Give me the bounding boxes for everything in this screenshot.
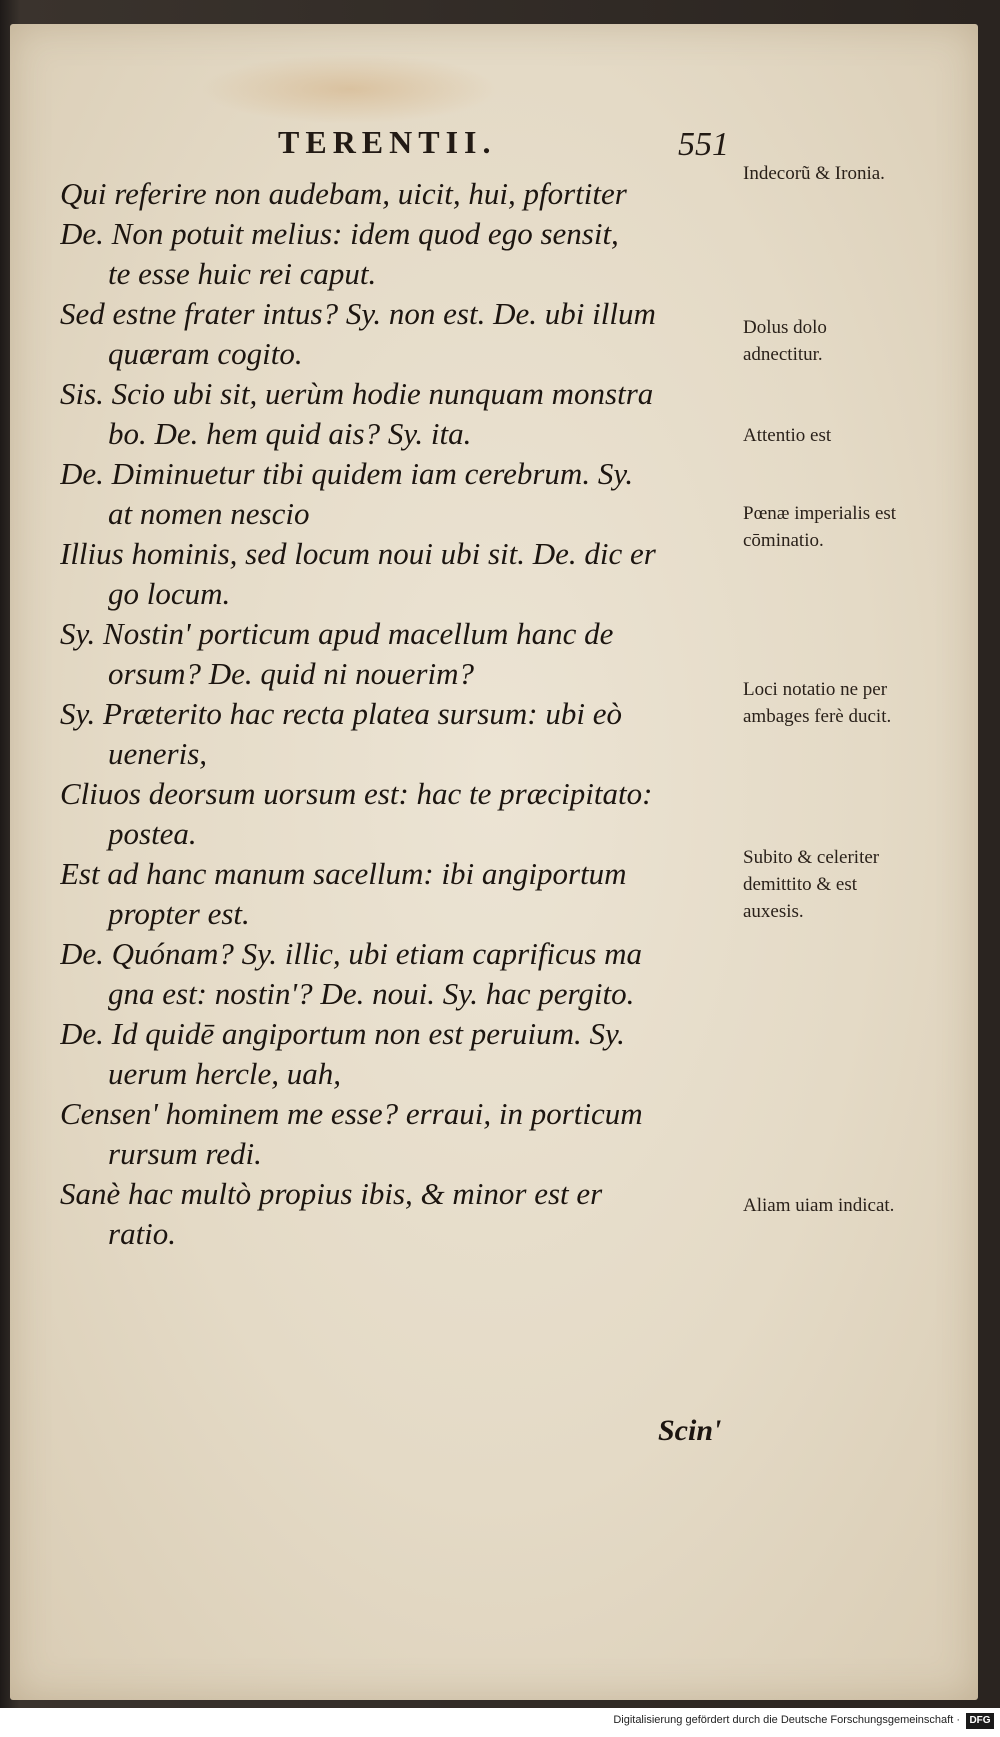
text-line: Qui referire non audebam, uicit, hui, pfortiter [60,176,627,211]
text-line: te esse huic rei caput. [108,256,377,291]
text-line: Sy. Præterito hac recta platea sursum: ubi eò [60,696,622,731]
text-line: De. Id quidē angiportum non est peruium. Sy. [60,1016,625,1051]
text-line: Sanè hac multò propius ibis, & minor est er [60,1176,603,1211]
text-line: uerum hercle, uah, [108,1056,342,1091]
catchword: Scin' [658,1414,722,1447]
text-line: Est ad hanc manum sacellum: ibi angiportum [60,856,627,891]
margin-note: Dolus dolo adnectitur. [743,317,827,365]
body-text [60,174,740,1254]
margin-note: Aliam uiam indicat. [743,1195,895,1216]
running-head: TERENTII. [278,124,497,160]
text-line: gna est: nostin'? De. noui. Sy. hac pergito. [108,976,635,1011]
margin-note: Indecorũ & Ironia. [743,163,885,184]
text-line: Sis. Scio ubi sit, uerùm hodie nunquam monstra [60,376,654,411]
text-line: De. Diminuetur tibi quidem iam cerebrum. Sy. [60,456,634,491]
margin-note: Pœnæ imperialis est cōminatio. [743,503,897,551]
text-line: De. Quónam? Sy. illic, ubi etiam caprificus ma [60,936,643,971]
text-line: at nomen nescio [108,496,310,531]
text-line: bo. De. hem quid ais? Sy. ita. [108,416,472,451]
text-line: ueneris, [108,736,208,771]
text-line: go locum. [108,576,231,611]
page-number: 551 [678,126,729,163]
text-line: De. Non potuit melius: idem quod ego sensit, [60,216,619,251]
text-line: Illius hominis, sed locum noui ubi sit. De. dic er [60,536,656,571]
text-line: Censen' hominem me esse? erraui, in porticum [60,1096,643,1131]
text-line: rursum redi. [108,1136,262,1171]
text-line: postea. [108,816,197,851]
text-line: Sy. Nostin' porticum apud macellum hanc de [60,616,614,651]
text-line: Sed estne frater intus? Sy. non est. De. ubi illum [60,296,656,331]
text-line: propter est. [108,896,250,931]
margin-note: Loci notatio ne per ambages ferè ducit. [743,679,892,727]
book-page [10,24,978,1700]
margin-note: Attentio est [743,425,832,446]
digitization-credit: Digitalisierung gefördert durch die Deutsche Forschungsgemeinschaft · [613,1714,960,1726]
dfg-logo-icon: DFG [966,1713,994,1729]
footer-bar [0,1708,1000,1737]
text-line: orsum? De. quid ni nouerim? [108,656,474,691]
text-line: Cliuos deorsum uorsum est: hac te præcipitato: [60,776,653,811]
text-line: ratio. [108,1216,177,1251]
margin-note: Subito & celeriter demittito & est auxesis. [743,847,880,922]
text-line: quæram cogito. [108,336,303,371]
